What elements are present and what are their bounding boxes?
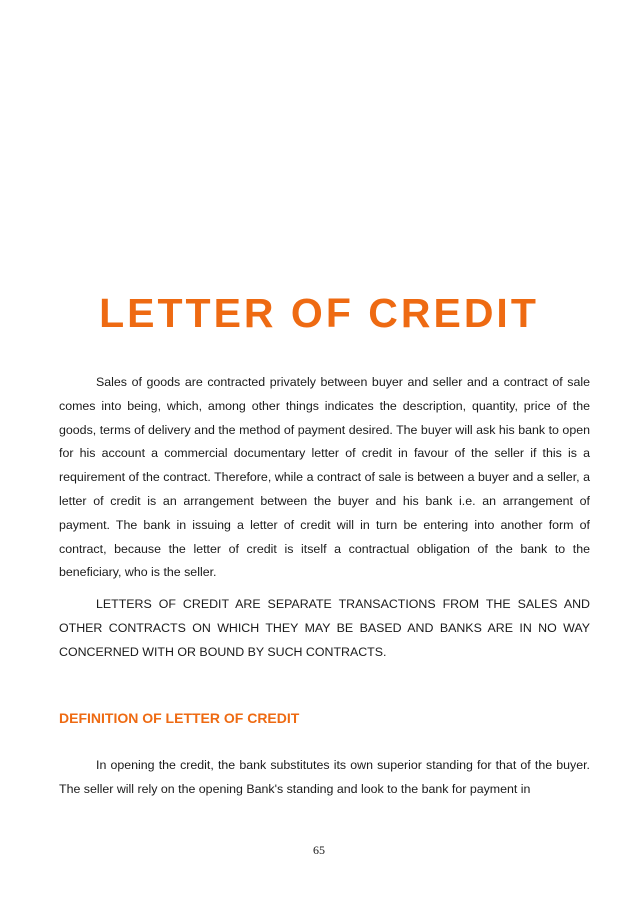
paragraph-separate-transactions: LETTERS OF CREDIT ARE SEPARATE TRANSACTIONS FROM THE SALES AND OTHER CONTRACTS ON WHICH THEY MAY BE BASED AND BANKS ARE IN NO WAY CONCERNED WITH OR BOUND BY SUCH CONTRACTS. <box>59 597 590 659</box>
section-heading-definition: DEFINITION OF LETTER OF CREDIT <box>59 710 300 726</box>
paragraph-sales-contract: Sales of goods are contracted privately between buyer and seller and a contract of sale comes into being, which, among other things indicates the description, quantity, price of the goods, terms of delivery and the method of payment desired. The buyer will ask his bank to open for his account a commercial documentary letter of credit in favour of the seller if this is a requirement of the contract. Therefore, while a contract of sale is between a buyer and a seller, a letter of credit is an arrangement between the buyer and his bank i.e. an arrangement of payment. The bank in issuing a letter of credit will in turn be entering into another form of contract, because the letter of credit is itself a contractual obligation of the bank to the beneficiary, who is the seller. <box>59 375 590 580</box>
page-title: LETTER OF CREDIT <box>99 290 539 336</box>
paragraph-opening-credit: In opening the credit, the bank substitutes its own superior standing for that of the buyer. The seller will rely on the opening Bank's standing and look to the bank for payment in <box>59 758 590 796</box>
page-number: 65 <box>313 843 325 857</box>
